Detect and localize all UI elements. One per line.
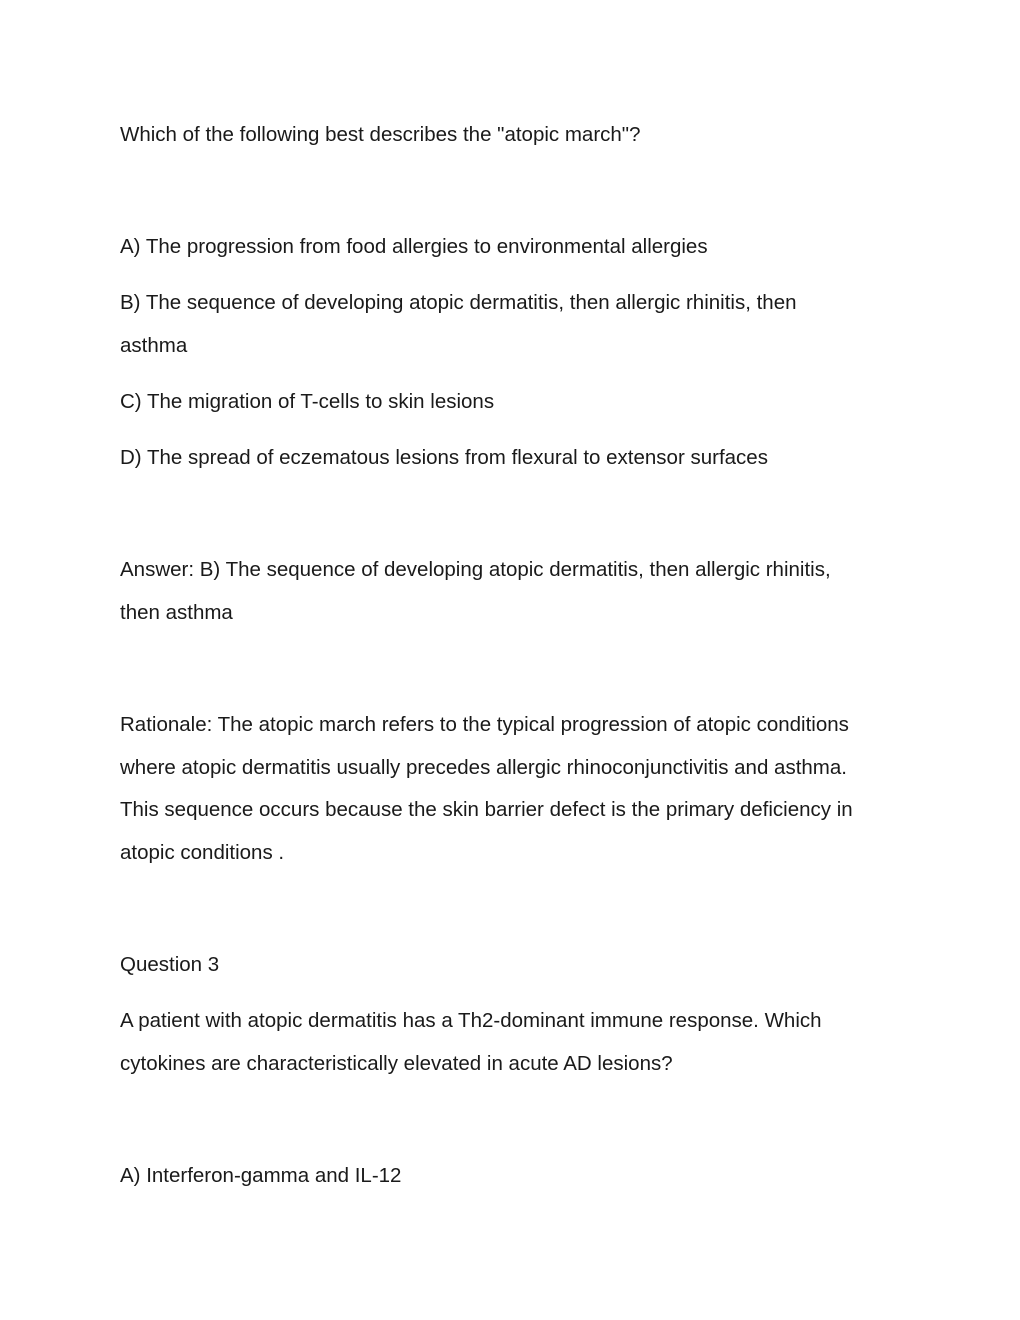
- rationale-line-1: Rationale: The atopic march refers to the typical progression of atopic conditions: [120, 713, 849, 736]
- answer-line-1: Answer: B) The sequence of developing atopic dermatitis, then allergic rhinitis,: [120, 558, 831, 581]
- rationale-line-2: where atopic dermatitis usually precedes allergic rhinoconjunctivitis and asthma.: [120, 756, 847, 779]
- question-3-stem-line-2: cytokines are characteristically elevated in acute AD lesions?: [120, 1052, 673, 1075]
- option-c: C) The migration of T-cells to skin lesions: [120, 390, 495, 413]
- answer-line-2: then asthma: [120, 601, 233, 624]
- option-d: D) The spread of eczematous lesions from flexural to extensor surfaces: [120, 446, 768, 469]
- option-a: A) The progression from food allergies to environmental allergies: [120, 235, 708, 258]
- question-3-option-a: A) Interferon-gamma and IL-12: [120, 1164, 402, 1187]
- question-3-stem-line-1: A patient with atopic dermatitis has a Th2-dominant immune response. Which: [120, 1009, 822, 1032]
- option-b-line-1: B) The sequence of developing atopic dermatitis, then allergic rhinitis, then: [120, 291, 797, 314]
- option-b-line-2: asthma: [120, 334, 188, 357]
- question-stem: Which of the following best describes the "atopic march"?: [120, 123, 641, 146]
- rationale-line-4: atopic conditions .: [120, 841, 285, 864]
- rationale-line-3: This sequence occurs because the skin barrier defect is the primary deficiency in: [120, 798, 853, 821]
- question-heading: Question 3: [120, 953, 220, 976]
